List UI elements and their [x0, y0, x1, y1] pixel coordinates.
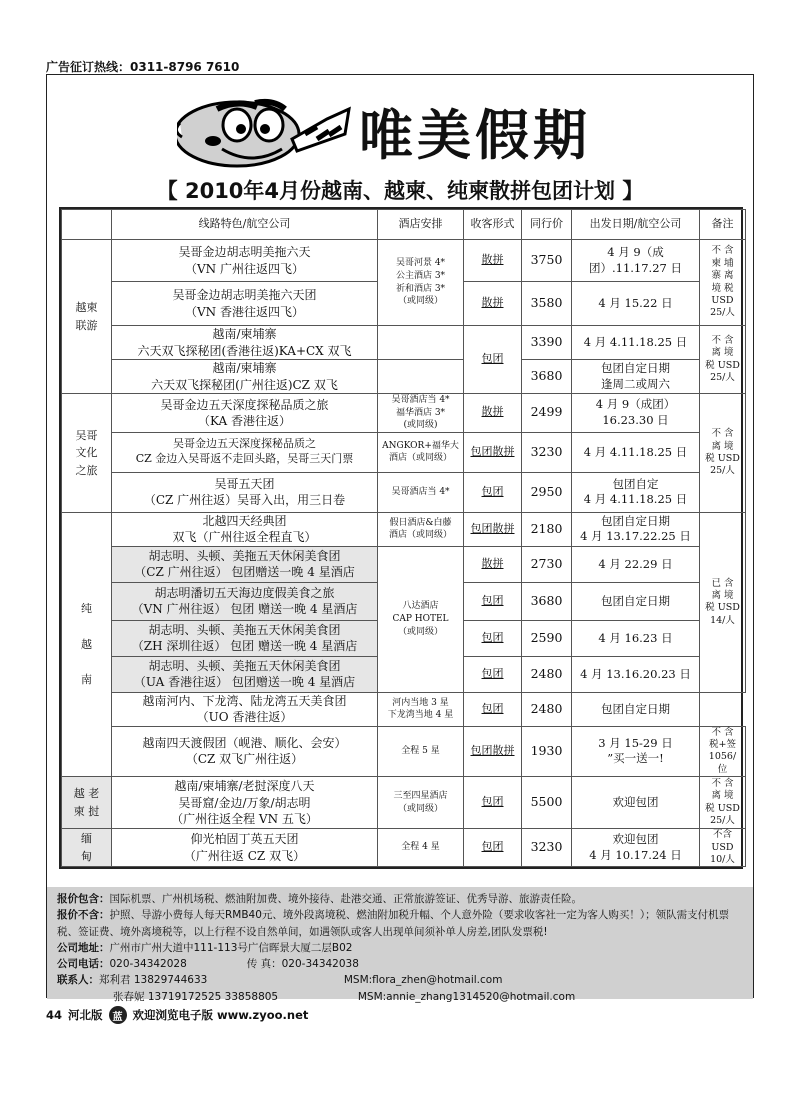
edition-label: 河北版: [68, 1008, 103, 1022]
price-include: 报价包含：国际机票、广州机场税、燃油附加费、境外接待、赴港交通、正常旅游签证、优秀导游、旅游责任险。: [57, 893, 582, 905]
page-number: 44: [46, 1008, 63, 1022]
table-row: 越南/柬埔寨 六天双飞探秘团(广州往返)CZ 双飞 3680 包团自定日期 逢周二或周六: [62, 360, 746, 394]
page-headline: 【 2010年4月份越南、越柬、纯柬散拼包团计划 】: [156, 179, 644, 203]
col-note: 备注: [700, 210, 746, 240]
footer-info: [47, 887, 753, 1003]
table-row: 吴哥 文化 之旅 吴哥金边五天深度探秘品质之旅 （KA 香港往返） 吴哥酒店当 4* 福华酒店 3* (或同级) 散拼 2499 4 月 9（成团） 16.23.30 日 不 含 离 境 税 USD 25/人: [62, 394, 746, 433]
region-label: 纯 越 南: [62, 512, 112, 776]
table-header-row: [62, 210, 746, 240]
col-price: 同行价: [522, 210, 572, 240]
airplane-mascot-logo: [177, 89, 357, 179]
region-label: 吴哥 文化 之旅: [62, 394, 112, 513]
table-row: 越南/柬埔寨 六天双飞探秘团(香港往返)KA+CX 双飞 包团 3390 4 月 4.11.18.25 日 不 含 离 境 税 USD 25/人: [62, 326, 746, 360]
table-row: 越南河内、下龙湾、陆龙湾五天美食团 （UO 香港往返） 河内当地 3 星 下龙湾当地 4 星 包团 2480 包团自定日期: [62, 692, 746, 726]
page-footer: [46, 1006, 308, 1024]
ad-frame: [46, 74, 754, 1003]
ad-hotline: 广告征订热线：0311-8796 7610: [46, 60, 240, 74]
contact-1: 联系人：郑利君 13829744633 MSM:flora_zhen@hotmail.com: [57, 974, 503, 987]
table-row: 纯 越 南 北越四天经典团 双飞（广州往返全程直飞） 假日酒店&白藤 酒店（或同级） 包团散拼 2180 包团自定日期 4 月 13.17.22.25 日 已 含 离 境 税 USD 14/人: [62, 512, 746, 546]
price-exclude: 报价不含：护照、导游小费每人每天RMB40元、境外段离境税、燃油附加税升幅、个人意外险（要求收客社一定为客人购买！）；领队需支付机票税、签证费、境外离境税等，以上行程不设自然单间，如遇领队或客人出现单间须补单人房差,团队发票税!: [57, 909, 730, 938]
tour-table: [59, 207, 743, 869]
website-text: 欢迎浏览电子版 www.zyoo.net: [132, 1008, 309, 1022]
table-row: 胡志明、头顿、美拖五天休闲美食团 （UA 香港往返） 包团赠送一晚 4 星酒店 包团 2480 4 月 13.16.20.23 日: [62, 656, 746, 692]
region-label: 越 老 柬 挝: [62, 777, 112, 829]
region-label: 缅 甸: [62, 829, 112, 867]
brand-name: 唯美假期: [359, 104, 591, 167]
table-row: 胡志明、头顿、美拖五天休闲美食团 （CZ 广州往返） 包团赠送一晚 4 星酒店 八达酒店 CAP HOTEL （或同级） 散拼 2730 4 月 22.29 日: [62, 546, 746, 582]
table-row: 越柬 联游 吴哥金边胡志明美拖六天 （VN 广州往返四飞） 吴哥河景 4* 公主酒店 3* 祈和酒店 3* （或同级） 散拼 3750 4 月 9（成 团）.11.17.27 日 不 含 柬 埔 寨 离 境 税 USD 25/人: [62, 240, 746, 282]
table-row: 吴哥金边胡志明美拖六天团 （VN 香港往返四飞） 散拼 3580 4 月 15.22 日: [62, 282, 746, 326]
col-form: 收客形式: [464, 210, 522, 240]
table-row: 吴哥金边五天深度探秘品质之 CZ 金边入吴哥返不走回头路，吴哥三天门票 ANGKOR+福华大 酒店（或同级） 包团散拼 3230 4 月 4.11.18.25 日: [62, 432, 746, 472]
col-route: 线路特色/航空公司: [112, 210, 378, 240]
company-address: 公司地址：广州市广州大道中111-113号广信晖景大厦二层B02: [57, 941, 353, 954]
table-row: 越 老 柬 挝 越南/柬埔寨/老挝深度八天 吴哥窟/金边/万象/胡志明 （广州往返全程 VN 五飞） 三至四星酒店 （或同级） 包团 5500 欢迎包团 不 含 离 境 税 USD 25/人: [62, 777, 746, 829]
table-row: 吴哥五天团 （CZ 广州往返）吴哥入出，用三日卷 吴哥酒店当 4* 包团 2950 包团自定 4 月 4.11.18.25 日: [62, 472, 746, 512]
table-row: 胡志明潘切五天海边度假美食之旅 （VN 广州往返） 包团 赠送一晚 4 星酒店 包团 3680 包团自定日期: [62, 582, 746, 620]
company-phone: 公司电话：020-34342028 传 真：020-34342038: [57, 958, 359, 971]
table-row: 缅 甸 仰光柏固丁英五天团 （广州往返 CZ 双飞） 全程 4 星 包团 3230 欢迎包团 4 月 10.17.24 日 不含 USD 10/人: [62, 829, 746, 867]
region-label: 越柬 联游: [62, 240, 112, 394]
col-date: 出发日期/航空公司: [572, 210, 700, 240]
table-row: 胡志明、头顿、美拖五天休闲美食团 （ZH 深圳往返） 包团 赠送一晚 4 星酒店 包团 2590 4 月 16.23 日: [62, 620, 746, 656]
contact-2: 张春妮 13719172525 33858805 MSM:annie_zhang1314520@hotmail.com: [113, 990, 576, 1003]
table-row: 越南四天渡假团（岘港、顺化、会安） （CZ 双飞广州往返） 全程 5 星 包团散拼 1930 3 月 15-29 日 ”买一送一! 不 含 税+签 1056/ 位: [62, 726, 746, 776]
col-hotel: 酒店安排: [378, 210, 464, 240]
edition-badge-icon: 蓝: [109, 1006, 127, 1024]
